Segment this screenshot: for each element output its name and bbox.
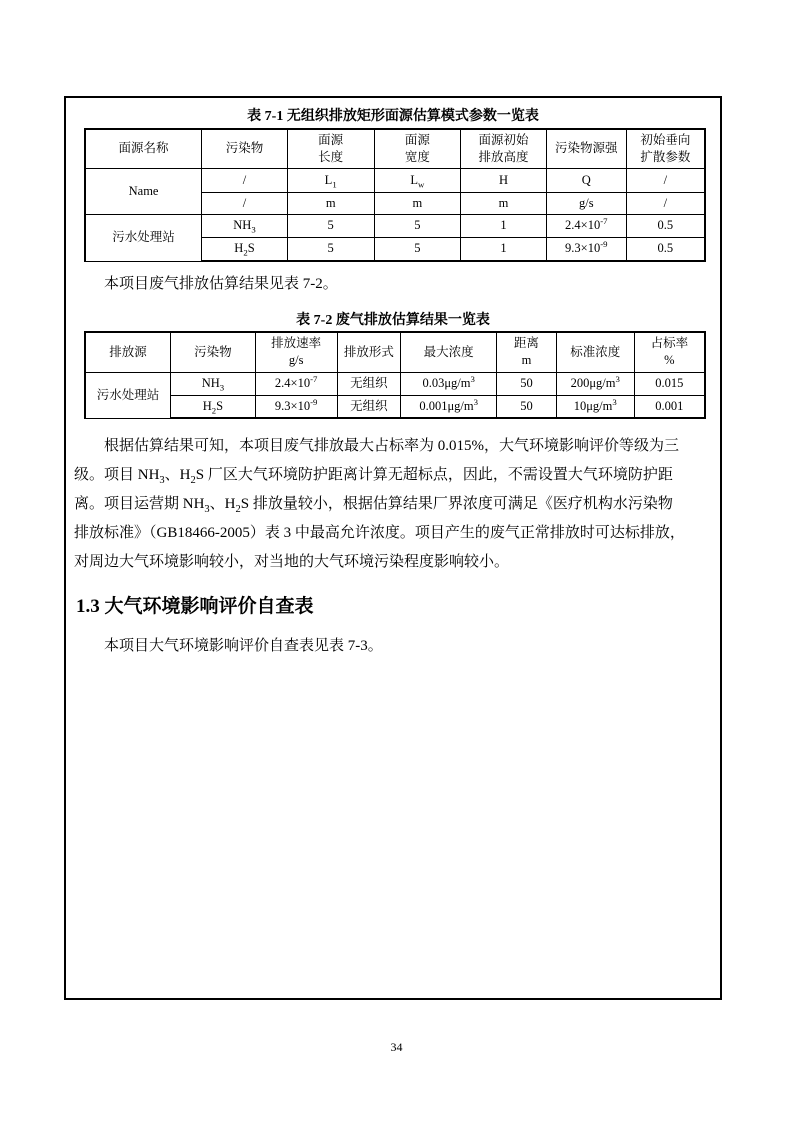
page-number: 34	[390, 1040, 403, 1054]
t1-cell: 5	[287, 237, 374, 261]
t1-source-cell: 污水处理站	[85, 214, 202, 261]
t2-cell: 0.001	[634, 395, 705, 418]
t1-unit-2: m	[374, 192, 461, 214]
t1-header-2: 面源 长度	[287, 129, 374, 168]
t1-header-3: 面源 宽度	[374, 129, 461, 168]
t2-cell: 0.015	[634, 372, 705, 395]
t2-header-1: 污染物	[171, 332, 256, 372]
t1-cell: 5	[287, 214, 374, 237]
t1-pollutant-h2s: $H_2S$	[202, 237, 288, 261]
t1-cell: 0.5	[626, 214, 705, 237]
t2-maxconc-h2s: $0.001\mu g/m^3$	[401, 395, 497, 418]
paragraph-2-line: 根据估算结果可知，本项目废气排放最大占标率为 0.015%，大气环境影响评价等级为三	[104, 438, 679, 454]
t2-header-4: 最大浓度	[401, 332, 497, 372]
t2-cell: 50	[497, 372, 557, 395]
paragraph-2-line: 对周边大气环境影响较小，对当地的大气环境污染程度影响较小。	[74, 554, 510, 570]
t2-header-0: 排放源	[85, 332, 171, 372]
t1-cell-q-h2s: $9.3\times 10^{-9}$	[546, 237, 626, 261]
t2-pollutant-nh3: $NH_3$	[171, 372, 256, 395]
paragraph-2-line: 离。项目运营期 $NH_3$、$H_2S$ 排放量较小，根据估算结果厂界浓度可满足《医疗机构水污染物	[74, 496, 673, 515]
table1-caption: 表 7-1 无组织排放矩形面源估算模式参数一览表	[247, 109, 539, 124]
paragraph-2	[74, 432, 716, 577]
table2-caption: 表 7-2 废气排放估算结果一览表	[296, 313, 490, 328]
t1-symbol-1: $L_1$	[287, 168, 374, 192]
t2-header-5: 距离 m	[497, 332, 557, 372]
t2-cell: 无组织	[337, 372, 401, 395]
t1-unit-0: /	[202, 192, 288, 214]
t1-unit-3: m	[461, 192, 547, 214]
t1-cell: 0.5	[626, 237, 705, 261]
section-heading: 1.3 大气环境影响评价自查表	[76, 596, 314, 617]
t2-rate-nh3: $2.4\times 10^{-7}$	[255, 372, 337, 395]
t2-cell: 无组织	[337, 395, 401, 418]
t1-header-5: 污染物源强	[546, 129, 626, 168]
t1-pollutant-nh3: $NH_3$	[202, 214, 288, 237]
t2-maxconc-nh3: $0.03\mu g/m^3$	[401, 372, 497, 395]
t2-std-nh3: $200\mu g/m^3$	[556, 372, 634, 395]
t2-source-cell: 污水处理站	[85, 372, 171, 418]
t1-name-cell: Name	[85, 168, 202, 214]
t2-header-7: 占标率 %	[634, 332, 705, 372]
t1-cell: 1	[461, 214, 547, 237]
t1-symbol-4: Q	[546, 168, 626, 192]
t2-cell: 50	[497, 395, 557, 418]
t1-unit-1: m	[287, 192, 374, 214]
t1-symbol-2: $L_w$	[374, 168, 461, 192]
t1-cell: 5	[374, 237, 461, 261]
t1-unit-4: g/s	[546, 192, 626, 214]
t1-header-6: 初始垂向 扩散参数	[626, 129, 705, 168]
paragraph-2-line: 排放标准》（GB18466-2005）表 3 中最高允许浓度。项目产生的废气正常排放时可达标排放，	[74, 525, 685, 541]
t2-pollutant-h2s: $H_2S$	[171, 395, 256, 418]
t1-unit-5: /	[626, 192, 705, 214]
t2-header-3: 排放形式	[337, 332, 401, 372]
t1-header-4: 面源初始 排放高度	[461, 129, 547, 168]
paragraph-1: 本项目废气排放估算结果见表 7-2。	[104, 276, 338, 292]
t1-cell: 1	[461, 237, 547, 261]
t1-symbol-0: /	[202, 168, 288, 192]
table1	[84, 128, 706, 262]
t2-std-h2s: $10\mu g/m^3$	[556, 395, 634, 418]
t1-cell: 5	[374, 214, 461, 237]
table2	[84, 331, 706, 419]
t1-symbol-5: /	[626, 168, 705, 192]
t1-symbol-3: H	[461, 168, 547, 192]
paragraph-2-line: 级。项目 $NH_3$、$H_2S$ 厂区大气环境防护距离计算无超标点，因此，不需设置大气环境防护距	[74, 467, 673, 486]
t2-rate-h2s: $9.3\times 10^{-9}$	[255, 395, 337, 418]
t2-header-6: 标准浓度	[556, 332, 634, 372]
t1-header-0: 面源名称	[85, 129, 202, 168]
t1-header-1: 污染物	[202, 129, 288, 168]
t2-header-2: 排放速率 g/s	[255, 332, 337, 372]
t1-cell-q-nh3: $2.4\times 10^{-7}$	[546, 214, 626, 237]
paragraph-3: 本项目大气环境影响评价自查表见表 7-3。	[104, 638, 383, 654]
